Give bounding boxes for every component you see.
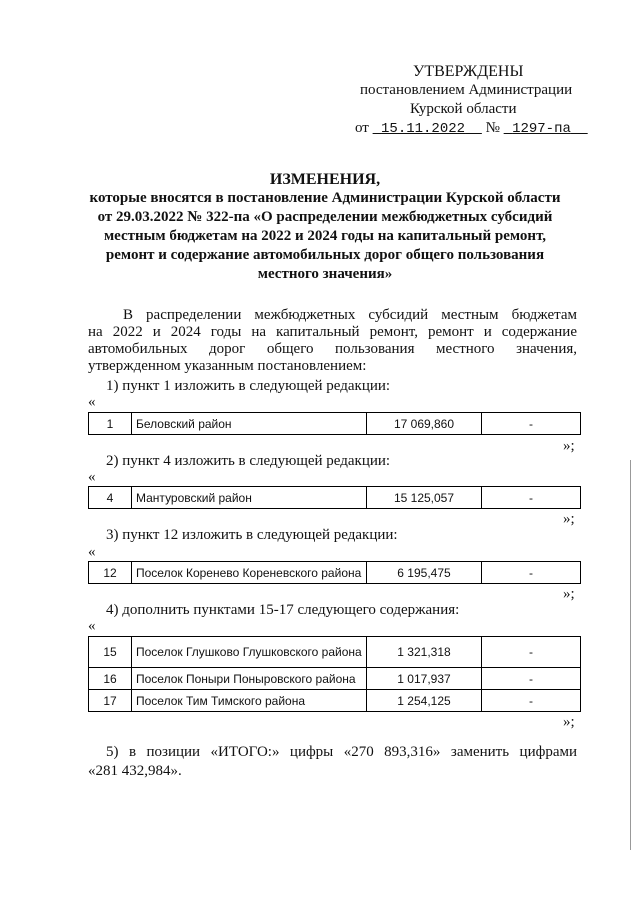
table-row [89,690,581,712]
row-number: 16 [89,668,132,690]
table-row [89,637,581,668]
open-quote: « [88,544,96,560]
table-row [89,562,581,584]
approval-block [355,62,595,139]
row-value-2022: 1 017,937 [367,668,482,690]
item-1-table [88,412,581,435]
row-value-2022: 1 254,125 [367,690,482,712]
row-value-2022: 15 125,057 [367,487,482,509]
title-line: от 29.03.2022 № 322-па «О распределении межбюджетных субсидий [97,209,553,225]
close-quote: »; [563,511,575,527]
approval-title: УТВЕРЖДЕНЫ [413,63,524,80]
intro-line: утвержденном указанным постановлением: [88,358,367,374]
intro-line: на 2022 и 2024 годы на капитальный ремонт, ремонт и содержание [88,324,577,340]
approval-authority: постановлением Администрации [360,82,573,98]
row-number: 4 [89,487,132,509]
date-prefix: от [355,120,369,136]
approval-region: Курской области [410,101,517,117]
row-value-2022: 17 069,860 [367,413,482,435]
intro-line: В распределении межбюджетных субсидий местным бюджетам [123,307,577,323]
table-row [89,487,581,509]
item-5-line: 5) в позиции «ИТОГО:» цифры «270 893,316» заменить цифрами [106,744,577,760]
item-5-paragraph [88,743,577,781]
item-4-text: 4) дополнить пунктами 15-17 следующего содержания: [106,602,460,618]
scan-edge-line [630,460,631,850]
open-quote: « [88,618,96,634]
row-value-2024: - [482,637,581,668]
item-3-table [88,561,581,584]
title-line: местным бюджетам на 2022 и 2024 годы на капитальный ремонт, [103,228,547,244]
item-5-line: «281 432,984». [88,763,182,779]
row-name: Поселок Тим Тимского района [132,690,367,712]
number-prefix: № [485,120,500,136]
row-value-2024: - [482,668,581,690]
row-name: Беловский район [132,413,367,435]
intro-line: автомобильных дорог общего пользования местного значения, [88,341,577,357]
close-quote: »; [563,714,575,730]
row-name: Поселок Поныри Поныровского района [132,668,367,690]
item-2-table [88,486,581,509]
row-value-2024: - [482,487,581,509]
table-row [89,668,581,690]
row-name: Поселок Глушково Глушковского района [132,637,367,668]
title-line: местного значения» [257,266,393,282]
item-1-text: 1) пункт 1 изложить в следующей редакции: [106,378,391,394]
row-value-2024: - [482,562,581,584]
title-line: которые вносятся в постановление Администрации Курской области [89,190,561,206]
item-2-text: 2) пункт 4 изложить в следующей редакции: [106,453,391,469]
document-title [60,170,590,284]
title-main: ИЗМЕНЕНИЯ, [269,171,381,188]
row-name: Мантуровский район [132,487,367,509]
row-value-2022: 6 195,475 [367,562,482,584]
close-quote: »; [563,438,575,454]
row-number: 12 [89,562,132,584]
row-name: Поселок Коренево Кореневского района [132,562,367,584]
item-4-table [88,636,581,712]
item-3-text: 3) пункт 12 изложить в следующей редакции: [106,527,398,543]
row-value-2024: - [482,690,581,712]
approval-date: 15.11.2022 [381,121,466,137]
open-quote: « [88,394,96,410]
open-quote: « [88,469,96,485]
row-value-2024: - [482,413,581,435]
title-line: ремонт и содержание автомобильных дорог общего пользования [105,247,545,263]
row-number: 1 [89,413,132,435]
intro-paragraph [88,307,577,375]
row-number: 15 [89,637,132,668]
approval-number: 1297-па [512,121,571,137]
table-row [89,413,581,435]
approval-date-line [355,119,595,139]
row-value-2022: 1 321,318 [367,637,482,668]
close-quote: »; [563,586,575,602]
row-number: 17 [89,690,132,712]
